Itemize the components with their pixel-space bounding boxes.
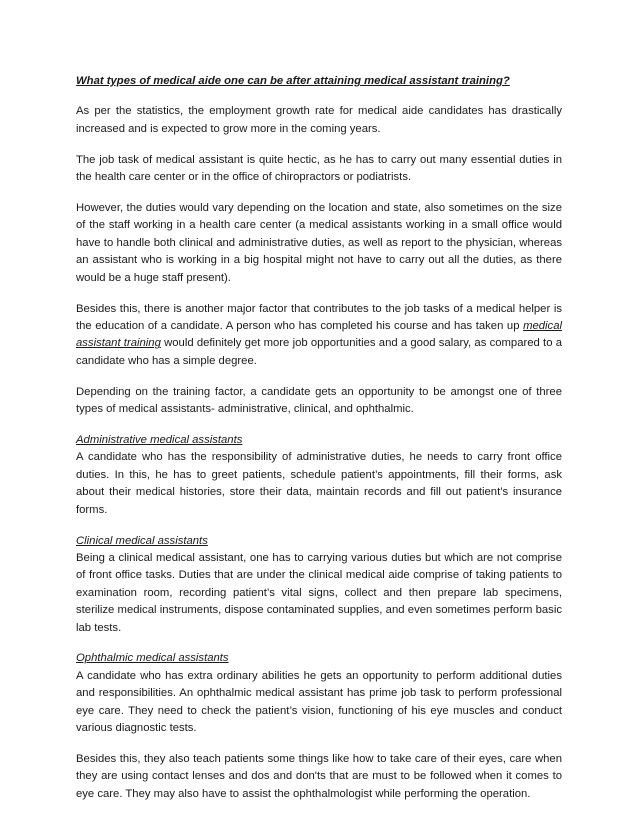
- paragraph-growth-rate: As per the statistics, the employment growth rate for medical aide candidates has drastically increased and is expected to grow more in the coming years.: [76, 105, 562, 135]
- paragraph-job-task: The job task of medical assistant is quite hectic, as he has to carry out many essential duties in the health care center or in the office of chiropractors or podiatrists.: [76, 153, 562, 184]
- paragraph-eye-care: Besides this, they also teach patients some things like how to take care of their eyes, care when they are using contact lenses and dos and don'ts that are must to be followed when it comes to eye care. They may also have to assist the ophthalmologist while performing the operation.: [76, 753, 562, 800]
- document-title: What types of medical aide one can be after attaining medical assistant training?: [76, 75, 510, 87]
- section-heading-ophthalmic: Ophthalmic medical assistants: [76, 652, 229, 665]
- section-body-ophthalmic: A candidate who has extra ordinary abilities he gets an opportunity to perform additional duties and responsibilities. An ophthalmic medical assistant has prime job task to perform professional eye care. They need to check the patient’s vision, functioning of his eye muscles and conduct various diagnostic tests.: [76, 669, 562, 735]
- section-body-clinical: Being a clinical medical assistant, one has to carrying various duties but which are not comprise of front office tasks. Duties that are under the clinical medical aide comprise of taking patients to examination room, recording patient’s vital signs, collect and then prepare lab specimens, sterilize medical instruments, dispose contaminated supplies, and even sometimes perform basic lab tests.: [76, 551, 562, 634]
- document-page: [76, 73, 562, 817]
- section-heading-administrative: Administrative medical assistants: [76, 434, 243, 446]
- section-ophthalmic: [76, 650, 562, 737]
- section-heading-clinical: Clinical medical assistants: [76, 534, 208, 547]
- paragraph-education-text-after: would definitely get more job opportunities and a good salary, as compared to a candidate who has a simple degree.: [76, 337, 562, 367]
- paragraph-education-factor: [76, 301, 562, 371]
- section-clinical: [76, 533, 562, 637]
- section-administrative: [76, 432, 562, 519]
- paragraph-duties-vary: However, the duties would vary depending on the location and state, also sometimes on the size of the staff working in a health care center (a medical assistants working in a small office would have to handle both clinical and administrative duties, as well as report to the physician, whereas an assistant who is working in a big hospital might not have to carry out all the duties, as there would be a huge staff present).: [76, 202, 562, 284]
- medical-assistant-training-link[interactable]: medical assistant training: [76, 319, 562, 350]
- paragraph-education-text-before: Besides this, there is another major factor that contributes to the job tasks of a medical helper is the education of a candidate. A person who has completed his course and has taken up: [76, 302, 562, 332]
- section-body-administrative: A candidate who has the responsibility of administrative duties, he needs to carry front office duties. In this, he has to greet patients, schedule patient’s appointments, fill their forms, ask about their medical histories, store their data, maintain records and fill out patient’s insurance forms.: [76, 451, 562, 516]
- paragraph-training-factor: Depending on the training factor, a candidate gets an opportunity to be amongst one of three types of medical assistants- administrative, clinical, and ophthalmic.: [76, 385, 562, 416]
